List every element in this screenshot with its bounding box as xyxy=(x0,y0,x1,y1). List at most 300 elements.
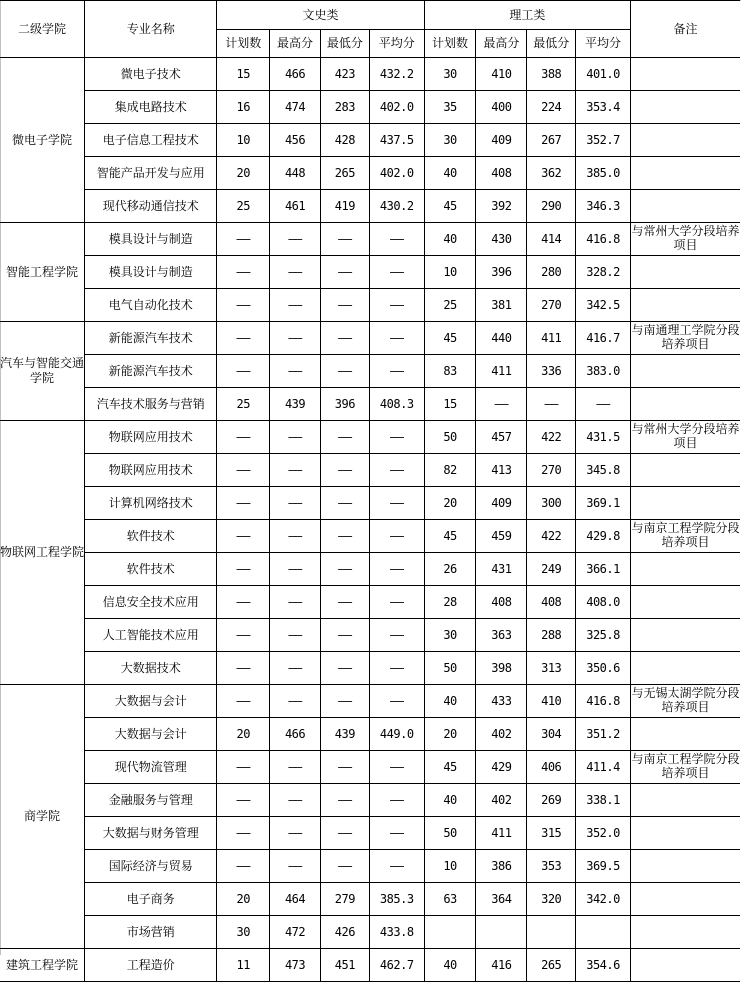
ligong-plan-cell: 10 xyxy=(424,850,476,883)
table-row xyxy=(0,487,740,520)
wenshi-max-cell: —— xyxy=(270,223,321,256)
ligong-avg-cell: 352.7 xyxy=(576,124,631,157)
wenshi-max-cell: —— xyxy=(270,289,321,322)
note-cell xyxy=(630,388,740,421)
ligong-plan-cell: 40 xyxy=(424,157,476,190)
ligong-min-cell: 265 xyxy=(527,949,576,982)
wenshi-min-cell: 419 xyxy=(320,190,369,223)
major-cell: 物联网应用技术 xyxy=(85,421,217,454)
wenshi-avg-cell: 433.8 xyxy=(369,916,424,949)
wenshi-max-cell: 456 xyxy=(270,124,321,157)
wenshi-min-cell: —— xyxy=(320,454,369,487)
wenshi-max-cell: —— xyxy=(270,421,321,454)
major-cell: 汽车技术服务与营销 xyxy=(85,388,217,421)
note-cell xyxy=(630,883,740,916)
wenshi-plan-cell: —— xyxy=(217,487,270,520)
ligong-max-cell: 413 xyxy=(476,454,527,487)
ligong-min-cell: 290 xyxy=(527,190,576,223)
ligong-min-cell: 270 xyxy=(527,454,576,487)
ligong-plan-cell: 15 xyxy=(424,388,476,421)
major-cell: 现代移动通信技术 xyxy=(85,190,217,223)
ligong-min-cell: 388 xyxy=(527,58,576,91)
table-row xyxy=(0,388,740,421)
major-cell: 集成电路技术 xyxy=(85,91,217,124)
wenshi-max-cell: —— xyxy=(270,817,321,850)
ligong-plan-cell: 26 xyxy=(424,553,476,586)
wenshi-min-cell: —— xyxy=(320,289,369,322)
wenshi-plan-cell: 11 xyxy=(217,949,270,982)
ligong-max-cell: 400 xyxy=(476,91,527,124)
ligong-avg-cell: 345.8 xyxy=(576,454,631,487)
wenshi-plan-cell: —— xyxy=(217,223,270,256)
ligong-avg-cell: 342.5 xyxy=(576,289,631,322)
major-cell: 微电子技术 xyxy=(85,58,217,91)
wenshi-min-cell: —— xyxy=(320,751,369,784)
header-major: 专业名称 xyxy=(85,1,217,58)
table-row xyxy=(0,256,740,289)
ligong-avg-cell: 416.7 xyxy=(576,322,631,355)
ligong-plan-cell xyxy=(424,916,476,949)
ligong-min-cell: 320 xyxy=(527,883,576,916)
major-cell: 现代物流管理 xyxy=(85,751,217,784)
ligong-max-cell: 416 xyxy=(476,949,527,982)
wenshi-avg-cell: —— xyxy=(369,586,424,619)
ligong-avg-cell: 429.8 xyxy=(576,520,631,553)
ligong-avg-cell xyxy=(576,916,631,949)
ligong-max-cell xyxy=(476,916,527,949)
wenshi-plan-cell: 20 xyxy=(217,157,270,190)
wenshi-min-cell: —— xyxy=(320,586,369,619)
wenshi-min-cell: —— xyxy=(320,520,369,553)
wenshi-min-cell: —— xyxy=(320,355,369,388)
wenshi-max-cell: —— xyxy=(270,487,321,520)
note-cell xyxy=(630,784,740,817)
table-row xyxy=(0,157,740,190)
wenshi-max-cell: 439 xyxy=(270,388,321,421)
ligong-max-cell: 396 xyxy=(476,256,527,289)
ligong-avg-cell: 416.8 xyxy=(576,685,631,718)
ligong-min-cell: 411 xyxy=(527,322,576,355)
wenshi-min-cell: 396 xyxy=(320,388,369,421)
wenshi-min-cell: —— xyxy=(320,619,369,652)
ligong-avg-cell: 328.2 xyxy=(576,256,631,289)
wenshi-max-cell: —— xyxy=(270,751,321,784)
major-cell: 工程造价 xyxy=(85,949,217,982)
wenshi-avg-cell: —— xyxy=(369,784,424,817)
wenshi-plan-cell: —— xyxy=(217,784,270,817)
wenshi-max-cell: —— xyxy=(270,355,321,388)
ligong-avg-cell: 416.8 xyxy=(576,223,631,256)
wenshi-avg-cell: —— xyxy=(369,256,424,289)
header-w-avg: 平均分 xyxy=(369,30,424,58)
wenshi-plan-cell: 15 xyxy=(217,58,270,91)
wenshi-max-cell: 472 xyxy=(270,916,321,949)
wenshi-avg-cell: 437.5 xyxy=(369,124,424,157)
major-cell: 市场营销 xyxy=(85,916,217,949)
ligong-max-cell: 411 xyxy=(476,355,527,388)
note-cell xyxy=(630,619,740,652)
ligong-max-cell: 430 xyxy=(476,223,527,256)
wenshi-avg-cell: —— xyxy=(369,487,424,520)
ligong-avg-cell: 401.0 xyxy=(576,58,631,91)
ligong-min-cell: 304 xyxy=(527,718,576,751)
header-w-plan: 计划数 xyxy=(217,30,270,58)
ligong-avg-cell: 350.6 xyxy=(576,652,631,685)
table-row xyxy=(0,58,740,91)
header-group-ligong: 理工类 xyxy=(424,1,630,30)
table-row xyxy=(0,91,740,124)
wenshi-plan-cell: —— xyxy=(217,652,270,685)
ligong-plan-cell: 25 xyxy=(424,289,476,322)
ligong-max-cell: 440 xyxy=(476,322,527,355)
wenshi-max-cell: —— xyxy=(270,619,321,652)
ligong-min-cell: 422 xyxy=(527,520,576,553)
note-cell xyxy=(630,124,740,157)
ligong-min-cell: 249 xyxy=(527,553,576,586)
major-cell: 软件技术 xyxy=(85,520,217,553)
ligong-avg-cell: 354.6 xyxy=(576,949,631,982)
major-cell: 计算机网络技术 xyxy=(85,487,217,520)
ligong-plan-cell: 50 xyxy=(424,652,476,685)
note-cell xyxy=(630,652,740,685)
wenshi-plan-cell: —— xyxy=(217,289,270,322)
wenshi-max-cell: —— xyxy=(270,685,321,718)
wenshi-min-cell: —— xyxy=(320,421,369,454)
ligong-avg-cell: —— xyxy=(576,388,631,421)
ligong-plan-cell: 30 xyxy=(424,124,476,157)
table-row xyxy=(0,685,740,718)
ligong-min-cell: 408 xyxy=(527,586,576,619)
wenshi-avg-cell: 449.0 xyxy=(369,718,424,751)
major-cell: 金融服务与管理 xyxy=(85,784,217,817)
header-w-min: 最低分 xyxy=(320,30,369,58)
wenshi-max-cell: —— xyxy=(270,454,321,487)
major-cell: 大数据与会计 xyxy=(85,685,217,718)
note-cell: 与南京工程学院分段培养项目 xyxy=(630,751,740,784)
ligong-plan-cell: 45 xyxy=(424,322,476,355)
header-l-max: 最高分 xyxy=(476,30,527,58)
ligong-avg-cell: 411.4 xyxy=(576,751,631,784)
wenshi-max-cell: 461 xyxy=(270,190,321,223)
ligong-min-cell: 288 xyxy=(527,619,576,652)
ligong-max-cell: 386 xyxy=(476,850,527,883)
table-row xyxy=(0,223,740,256)
wenshi-min-cell: —— xyxy=(320,553,369,586)
table-row xyxy=(0,718,740,751)
wenshi-plan-cell: —— xyxy=(217,520,270,553)
college-cell: 商学院 xyxy=(0,685,85,949)
ligong-max-cell: 364 xyxy=(476,883,527,916)
college-cell: 汽车与智能交通学院 xyxy=(0,322,85,421)
wenshi-min-cell: —— xyxy=(320,256,369,289)
wenshi-avg-cell: —— xyxy=(369,619,424,652)
wenshi-plan-cell: 30 xyxy=(217,916,270,949)
ligong-min-cell: 280 xyxy=(527,256,576,289)
table-row xyxy=(0,289,740,322)
ligong-max-cell: 433 xyxy=(476,685,527,718)
ligong-plan-cell: 40 xyxy=(424,784,476,817)
wenshi-min-cell: —— xyxy=(320,487,369,520)
ligong-avg-cell: 342.0 xyxy=(576,883,631,916)
ligong-avg-cell: 408.0 xyxy=(576,586,631,619)
major-cell: 电气自动化技术 xyxy=(85,289,217,322)
ligong-min-cell: 267 xyxy=(527,124,576,157)
wenshi-avg-cell: —— xyxy=(369,454,424,487)
ligong-plan-cell: 30 xyxy=(424,619,476,652)
table-row xyxy=(0,124,740,157)
note-cell xyxy=(630,58,740,91)
wenshi-min-cell: 428 xyxy=(320,124,369,157)
table-row xyxy=(0,784,740,817)
wenshi-plan-cell: —— xyxy=(217,685,270,718)
wenshi-avg-cell: 408.3 xyxy=(369,388,424,421)
note-cell xyxy=(630,718,740,751)
ligong-plan-cell: 40 xyxy=(424,223,476,256)
ligong-plan-cell: 83 xyxy=(424,355,476,388)
wenshi-max-cell: 473 xyxy=(270,949,321,982)
ligong-avg-cell: 369.1 xyxy=(576,487,631,520)
ligong-max-cell: —— xyxy=(476,388,527,421)
wenshi-min-cell: —— xyxy=(320,223,369,256)
note-cell xyxy=(630,289,740,322)
wenshi-avg-cell: —— xyxy=(369,289,424,322)
wenshi-plan-cell: —— xyxy=(217,553,270,586)
wenshi-plan-cell: 25 xyxy=(217,388,270,421)
ligong-min-cell: 410 xyxy=(527,685,576,718)
wenshi-max-cell: 474 xyxy=(270,91,321,124)
ligong-plan-cell: 28 xyxy=(424,586,476,619)
note-cell xyxy=(630,256,740,289)
header-l-plan: 计划数 xyxy=(424,30,476,58)
major-cell: 大数据与会计 xyxy=(85,718,217,751)
ligong-avg-cell: 385.0 xyxy=(576,157,631,190)
major-cell: 电子信息工程技术 xyxy=(85,124,217,157)
ligong-plan-cell: 45 xyxy=(424,520,476,553)
major-cell: 新能源汽车技术 xyxy=(85,355,217,388)
wenshi-max-cell: —— xyxy=(270,322,321,355)
wenshi-avg-cell: —— xyxy=(369,223,424,256)
wenshi-plan-cell: —— xyxy=(217,322,270,355)
ligong-max-cell: 409 xyxy=(476,487,527,520)
ligong-max-cell: 409 xyxy=(476,124,527,157)
wenshi-min-cell: 439 xyxy=(320,718,369,751)
wenshi-max-cell: 448 xyxy=(270,157,321,190)
wenshi-plan-cell: 10 xyxy=(217,124,270,157)
ligong-max-cell: 410 xyxy=(476,58,527,91)
ligong-plan-cell: 30 xyxy=(424,58,476,91)
ligong-plan-cell: 35 xyxy=(424,91,476,124)
ligong-avg-cell: 351.2 xyxy=(576,718,631,751)
major-cell: 模具设计与制造 xyxy=(85,223,217,256)
note-cell xyxy=(630,949,740,982)
note-cell xyxy=(630,157,740,190)
wenshi-min-cell: —— xyxy=(320,850,369,883)
note-cell xyxy=(630,817,740,850)
table-row xyxy=(0,355,740,388)
wenshi-avg-cell: 462.7 xyxy=(369,949,424,982)
wenshi-max-cell: —— xyxy=(270,652,321,685)
table-row xyxy=(0,949,740,982)
wenshi-plan-cell: —— xyxy=(217,817,270,850)
ligong-avg-cell: 325.8 xyxy=(576,619,631,652)
wenshi-avg-cell: —— xyxy=(369,553,424,586)
ligong-min-cell: 270 xyxy=(527,289,576,322)
ligong-min-cell xyxy=(527,916,576,949)
ligong-max-cell: 459 xyxy=(476,520,527,553)
major-cell: 大数据与财务管理 xyxy=(85,817,217,850)
ligong-min-cell: 315 xyxy=(527,817,576,850)
table-row xyxy=(0,916,740,949)
ligong-avg-cell: 366.1 xyxy=(576,553,631,586)
ligong-min-cell: 336 xyxy=(527,355,576,388)
table-row xyxy=(0,652,740,685)
wenshi-avg-cell: 385.3 xyxy=(369,883,424,916)
wenshi-max-cell: —— xyxy=(270,553,321,586)
wenshi-avg-cell: 402.0 xyxy=(369,91,424,124)
header-l-avg: 平均分 xyxy=(576,30,631,58)
ligong-avg-cell: 353.4 xyxy=(576,91,631,124)
wenshi-avg-cell: —— xyxy=(369,520,424,553)
ligong-plan-cell: 40 xyxy=(424,685,476,718)
table-row xyxy=(0,619,740,652)
college-cell: 微电子学院 xyxy=(0,58,85,223)
table-row xyxy=(0,421,740,454)
header-group-wenshi: 文史类 xyxy=(217,1,424,30)
table-body xyxy=(0,58,740,982)
college-cell: 建筑工程学院 xyxy=(0,949,85,982)
wenshi-plan-cell: 16 xyxy=(217,91,270,124)
wenshi-min-cell: 426 xyxy=(320,916,369,949)
ligong-min-cell: 406 xyxy=(527,751,576,784)
ligong-max-cell: 411 xyxy=(476,817,527,850)
wenshi-min-cell: —— xyxy=(320,652,369,685)
ligong-max-cell: 381 xyxy=(476,289,527,322)
header-l-min: 最低分 xyxy=(527,30,576,58)
table-row xyxy=(0,883,740,916)
ligong-plan-cell: 50 xyxy=(424,817,476,850)
wenshi-avg-cell: —— xyxy=(369,421,424,454)
wenshi-max-cell: —— xyxy=(270,256,321,289)
major-cell: 电子商务 xyxy=(85,883,217,916)
ligong-plan-cell: 10 xyxy=(424,256,476,289)
wenshi-plan-cell: —— xyxy=(217,850,270,883)
ligong-plan-cell: 50 xyxy=(424,421,476,454)
table-row xyxy=(0,850,740,883)
ligong-min-cell: 353 xyxy=(527,850,576,883)
ligong-min-cell: 362 xyxy=(527,157,576,190)
note-cell xyxy=(630,586,740,619)
note-cell: 与南京工程学院分段培养项目 xyxy=(630,520,740,553)
wenshi-max-cell: 464 xyxy=(270,883,321,916)
wenshi-plan-cell: —— xyxy=(217,751,270,784)
wenshi-avg-cell: —— xyxy=(369,685,424,718)
ligong-plan-cell: 20 xyxy=(424,487,476,520)
table-row xyxy=(0,520,740,553)
note-cell xyxy=(630,850,740,883)
wenshi-max-cell: —— xyxy=(270,586,321,619)
note-cell xyxy=(630,916,740,949)
ligong-plan-cell: 40 xyxy=(424,949,476,982)
table-row xyxy=(0,586,740,619)
note-cell xyxy=(630,487,740,520)
ligong-max-cell: 392 xyxy=(476,190,527,223)
major-cell: 信息安全技术应用 xyxy=(85,586,217,619)
note-cell xyxy=(630,91,740,124)
wenshi-plan-cell: —— xyxy=(217,586,270,619)
wenshi-min-cell: 265 xyxy=(320,157,369,190)
ligong-min-cell: 313 xyxy=(527,652,576,685)
ligong-max-cell: 408 xyxy=(476,157,527,190)
wenshi-max-cell: —— xyxy=(270,520,321,553)
ligong-avg-cell: 383.0 xyxy=(576,355,631,388)
wenshi-min-cell: —— xyxy=(320,817,369,850)
ligong-max-cell: 457 xyxy=(476,421,527,454)
wenshi-min-cell: —— xyxy=(320,784,369,817)
major-cell: 国际经济与贸易 xyxy=(85,850,217,883)
ligong-min-cell: 414 xyxy=(527,223,576,256)
wenshi-plan-cell: 20 xyxy=(217,883,270,916)
ligong-max-cell: 402 xyxy=(476,784,527,817)
ligong-min-cell: 224 xyxy=(527,91,576,124)
wenshi-avg-cell: —— xyxy=(369,652,424,685)
wenshi-plan-cell: —— xyxy=(217,355,270,388)
table-row xyxy=(0,751,740,784)
major-cell: 物联网应用技术 xyxy=(85,454,217,487)
major-cell: 人工智能技术应用 xyxy=(85,619,217,652)
ligong-plan-cell: 45 xyxy=(424,751,476,784)
ligong-plan-cell: 20 xyxy=(424,718,476,751)
ligong-max-cell: 363 xyxy=(476,619,527,652)
major-cell: 大数据技术 xyxy=(85,652,217,685)
wenshi-avg-cell: —— xyxy=(369,850,424,883)
ligong-avg-cell: 352.0 xyxy=(576,817,631,850)
ligong-plan-cell: 63 xyxy=(424,883,476,916)
college-cell: 物联网工程学院 xyxy=(0,421,85,685)
wenshi-avg-cell: 402.0 xyxy=(369,157,424,190)
ligong-min-cell: 300 xyxy=(527,487,576,520)
wenshi-avg-cell: 432.2 xyxy=(369,58,424,91)
header-college: 二级学院 xyxy=(0,1,85,58)
ligong-plan-cell: 82 xyxy=(424,454,476,487)
ligong-min-cell: 269 xyxy=(527,784,576,817)
wenshi-min-cell: 279 xyxy=(320,883,369,916)
table-header xyxy=(0,1,740,58)
wenshi-avg-cell: —— xyxy=(369,322,424,355)
note-cell: 与常州大学分段培养项目 xyxy=(630,223,740,256)
wenshi-avg-cell: —— xyxy=(369,355,424,388)
table-row xyxy=(0,817,740,850)
wenshi-plan-cell: —— xyxy=(217,421,270,454)
wenshi-avg-cell: —— xyxy=(369,817,424,850)
note-cell: 与常州大学分段培养项目 xyxy=(630,421,740,454)
wenshi-max-cell: 466 xyxy=(270,718,321,751)
wenshi-plan-cell: —— xyxy=(217,619,270,652)
note-cell: 与无锡太湖学院分段培养项目 xyxy=(630,685,740,718)
major-cell: 新能源汽车技术 xyxy=(85,322,217,355)
wenshi-min-cell: 451 xyxy=(320,949,369,982)
note-cell xyxy=(630,190,740,223)
ligong-plan-cell: 45 xyxy=(424,190,476,223)
ligong-max-cell: 429 xyxy=(476,751,527,784)
wenshi-plan-cell: —— xyxy=(217,454,270,487)
wenshi-max-cell: —— xyxy=(270,850,321,883)
wenshi-avg-cell: —— xyxy=(369,751,424,784)
wenshi-avg-cell: 430.2 xyxy=(369,190,424,223)
wenshi-max-cell: 466 xyxy=(270,58,321,91)
ligong-avg-cell: 338.1 xyxy=(576,784,631,817)
wenshi-plan-cell: —— xyxy=(217,256,270,289)
ligong-min-cell: —— xyxy=(527,388,576,421)
